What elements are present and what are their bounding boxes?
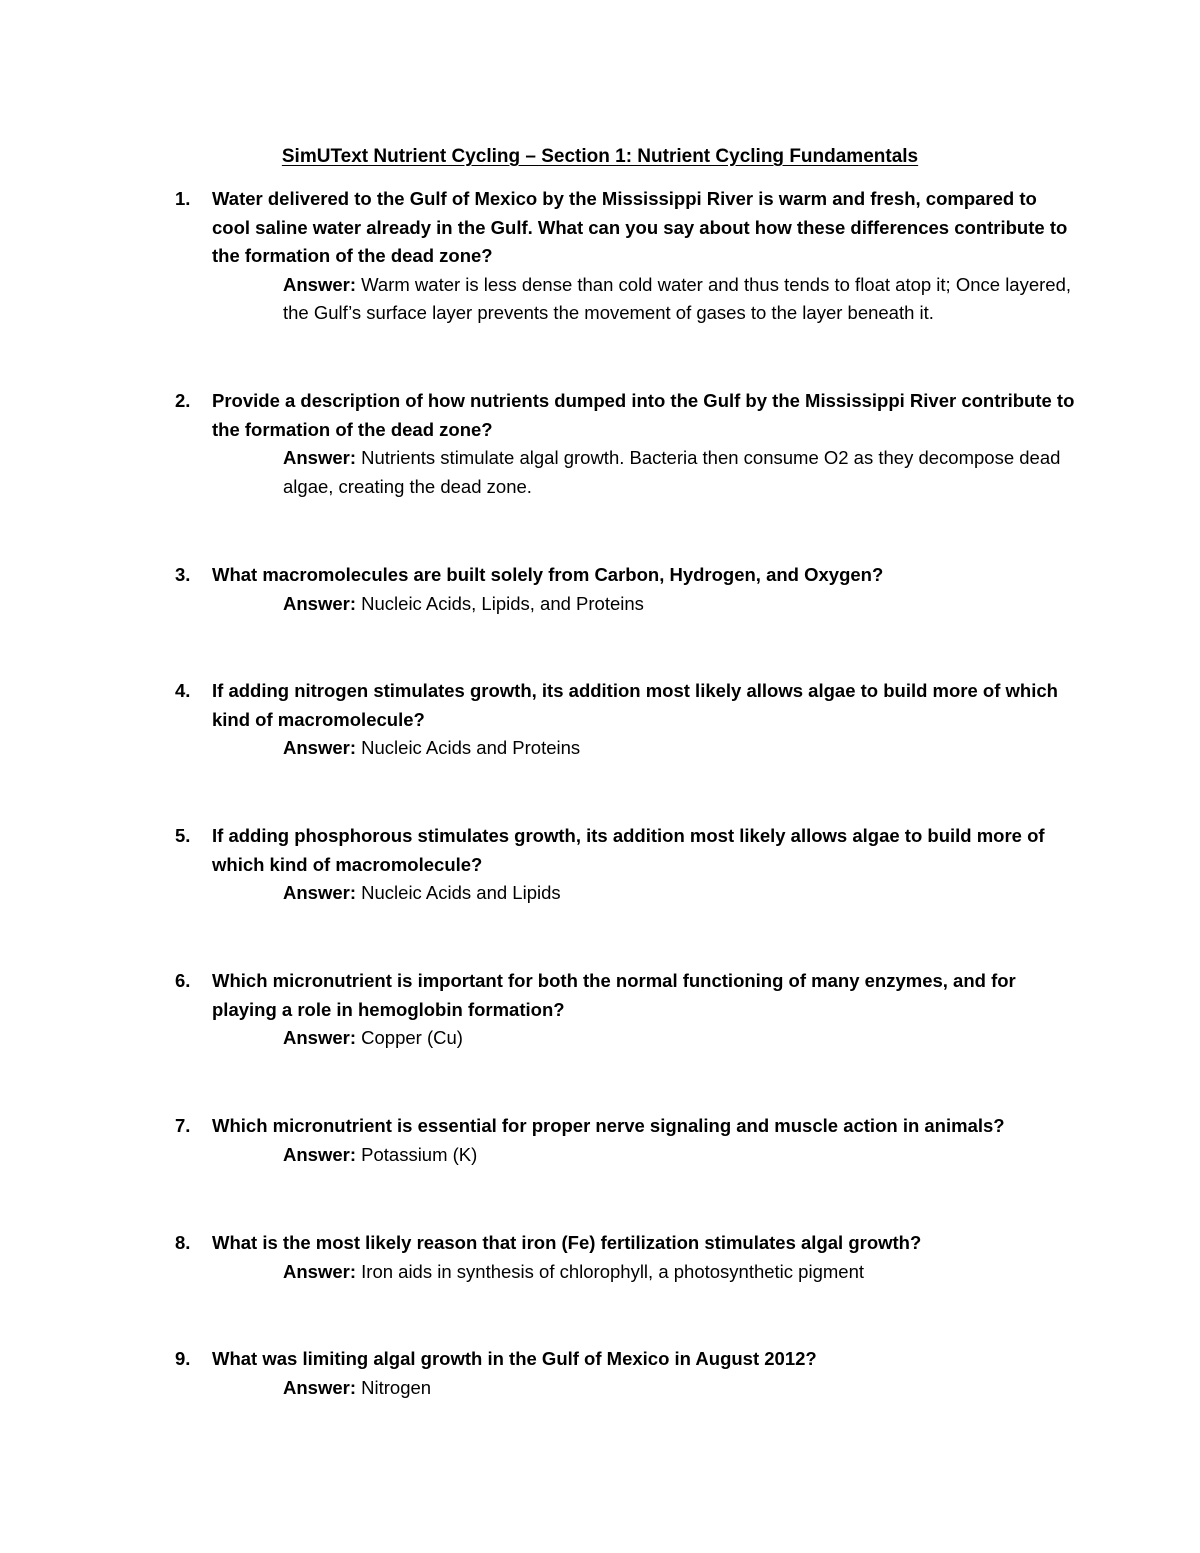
question-number: 9. [175,1348,191,1369]
answer-label: Answer: [283,1376,356,1398]
answer-text: Copper (Cu) [361,1027,463,1048]
answer [283,590,1075,619]
answer-text: Nucleic Acids and Lipids [361,882,561,903]
answer-text: Nutrients stimulate algal growth. Bacteria then consume O2 as they decompose dead algae, creating the dead zone. [283,447,1061,497]
question-item [175,967,1075,1053]
answer-label: Answer: [283,737,356,758]
answer-label: Answer: [283,1143,356,1165]
question-text: What macromolecules are built solely from Carbon, Hydrogen, and Oxygen? [212,564,884,585]
answer [283,734,1075,763]
question-item [175,1345,1075,1402]
question-item [175,677,1075,763]
question-number: 3. [175,564,191,585]
question-item [175,387,1075,501]
answer-label: Answer: [283,592,356,614]
answer [283,1374,1075,1403]
question-item [175,561,1075,618]
answer-label: Answer: [283,1260,356,1282]
question-number: 4. [175,680,191,701]
answer-text: Nucleic Acids, Lipids, and Proteins [361,592,644,614]
question-item [175,1229,1075,1286]
question-item [175,1112,1075,1169]
question-text: What is the most likely reason that iron (Fe) fertilization stimulates algal growth? [212,1232,922,1253]
answer-text: Potassium (K) [361,1143,478,1165]
question-number: 6. [175,970,191,991]
answer-label: Answer: [283,273,356,295]
question-text: Which micronutrient is important for both the normal functioning of many enzymes, and for playing a role in hemoglobin formation? [212,970,1016,1020]
question-number: 1. [175,188,191,209]
question-item [175,822,1075,908]
document-title: SimUText Nutrient Cycling – Section 1: Nutrient Cycling Fundamentals [281,146,919,167]
question-text: Which micronutrient is essential for proper nerve signaling and muscle action in animals? [212,1115,1005,1136]
question-text: If adding phosphorous stimulates growth, its addition most likely allows algae to build more of which kind of macromolecule? [212,825,1045,875]
question-number: 5. [175,825,191,846]
answer-text: Iron aids in synthesis of chlorophyll, a photosynthetic pigment [361,1260,865,1282]
answer-label: Answer: [283,447,356,468]
question-number: 8. [175,1232,191,1253]
answer [283,1024,1075,1053]
question-text: Provide a description of how nutrients dumped into the Gulf by the Mississippi River contribute to the formation of the dead zone? [212,390,1075,440]
answer-text: Nitrogen [361,1376,432,1398]
answer [283,271,1075,328]
question-text: If adding nitrogen stimulates growth, its addition most likely allows algae to build more of which kind of macromolecule? [212,680,1058,730]
answer [283,444,1075,501]
question-number: 7. [175,1115,191,1136]
answer [283,1258,1075,1287]
answer [283,1141,1075,1170]
question-text: What was limiting algal growth in the Gulf of Mexico in August 2012? [212,1348,817,1369]
question-number: 2. [175,390,191,411]
answer-text: Nucleic Acids and Proteins [361,737,581,758]
answer-text: Warm water is less dense than cold water and thus tends to float atop it; Once layered, the Gulf’s surface layer prevents the movement of gases to the layer beneath it. [283,273,1072,323]
question-item [175,185,1075,328]
question-text: Water delivered to the Gulf of Mexico by the Mississippi River is warm and fresh, compared to cool saline water already in the Gulf. What can you say about how these differences contribute to the formation of the dead zone? [212,188,1068,266]
answer-label: Answer: [283,882,356,903]
answer [283,879,1075,908]
answer-label: Answer: [283,1027,356,1048]
